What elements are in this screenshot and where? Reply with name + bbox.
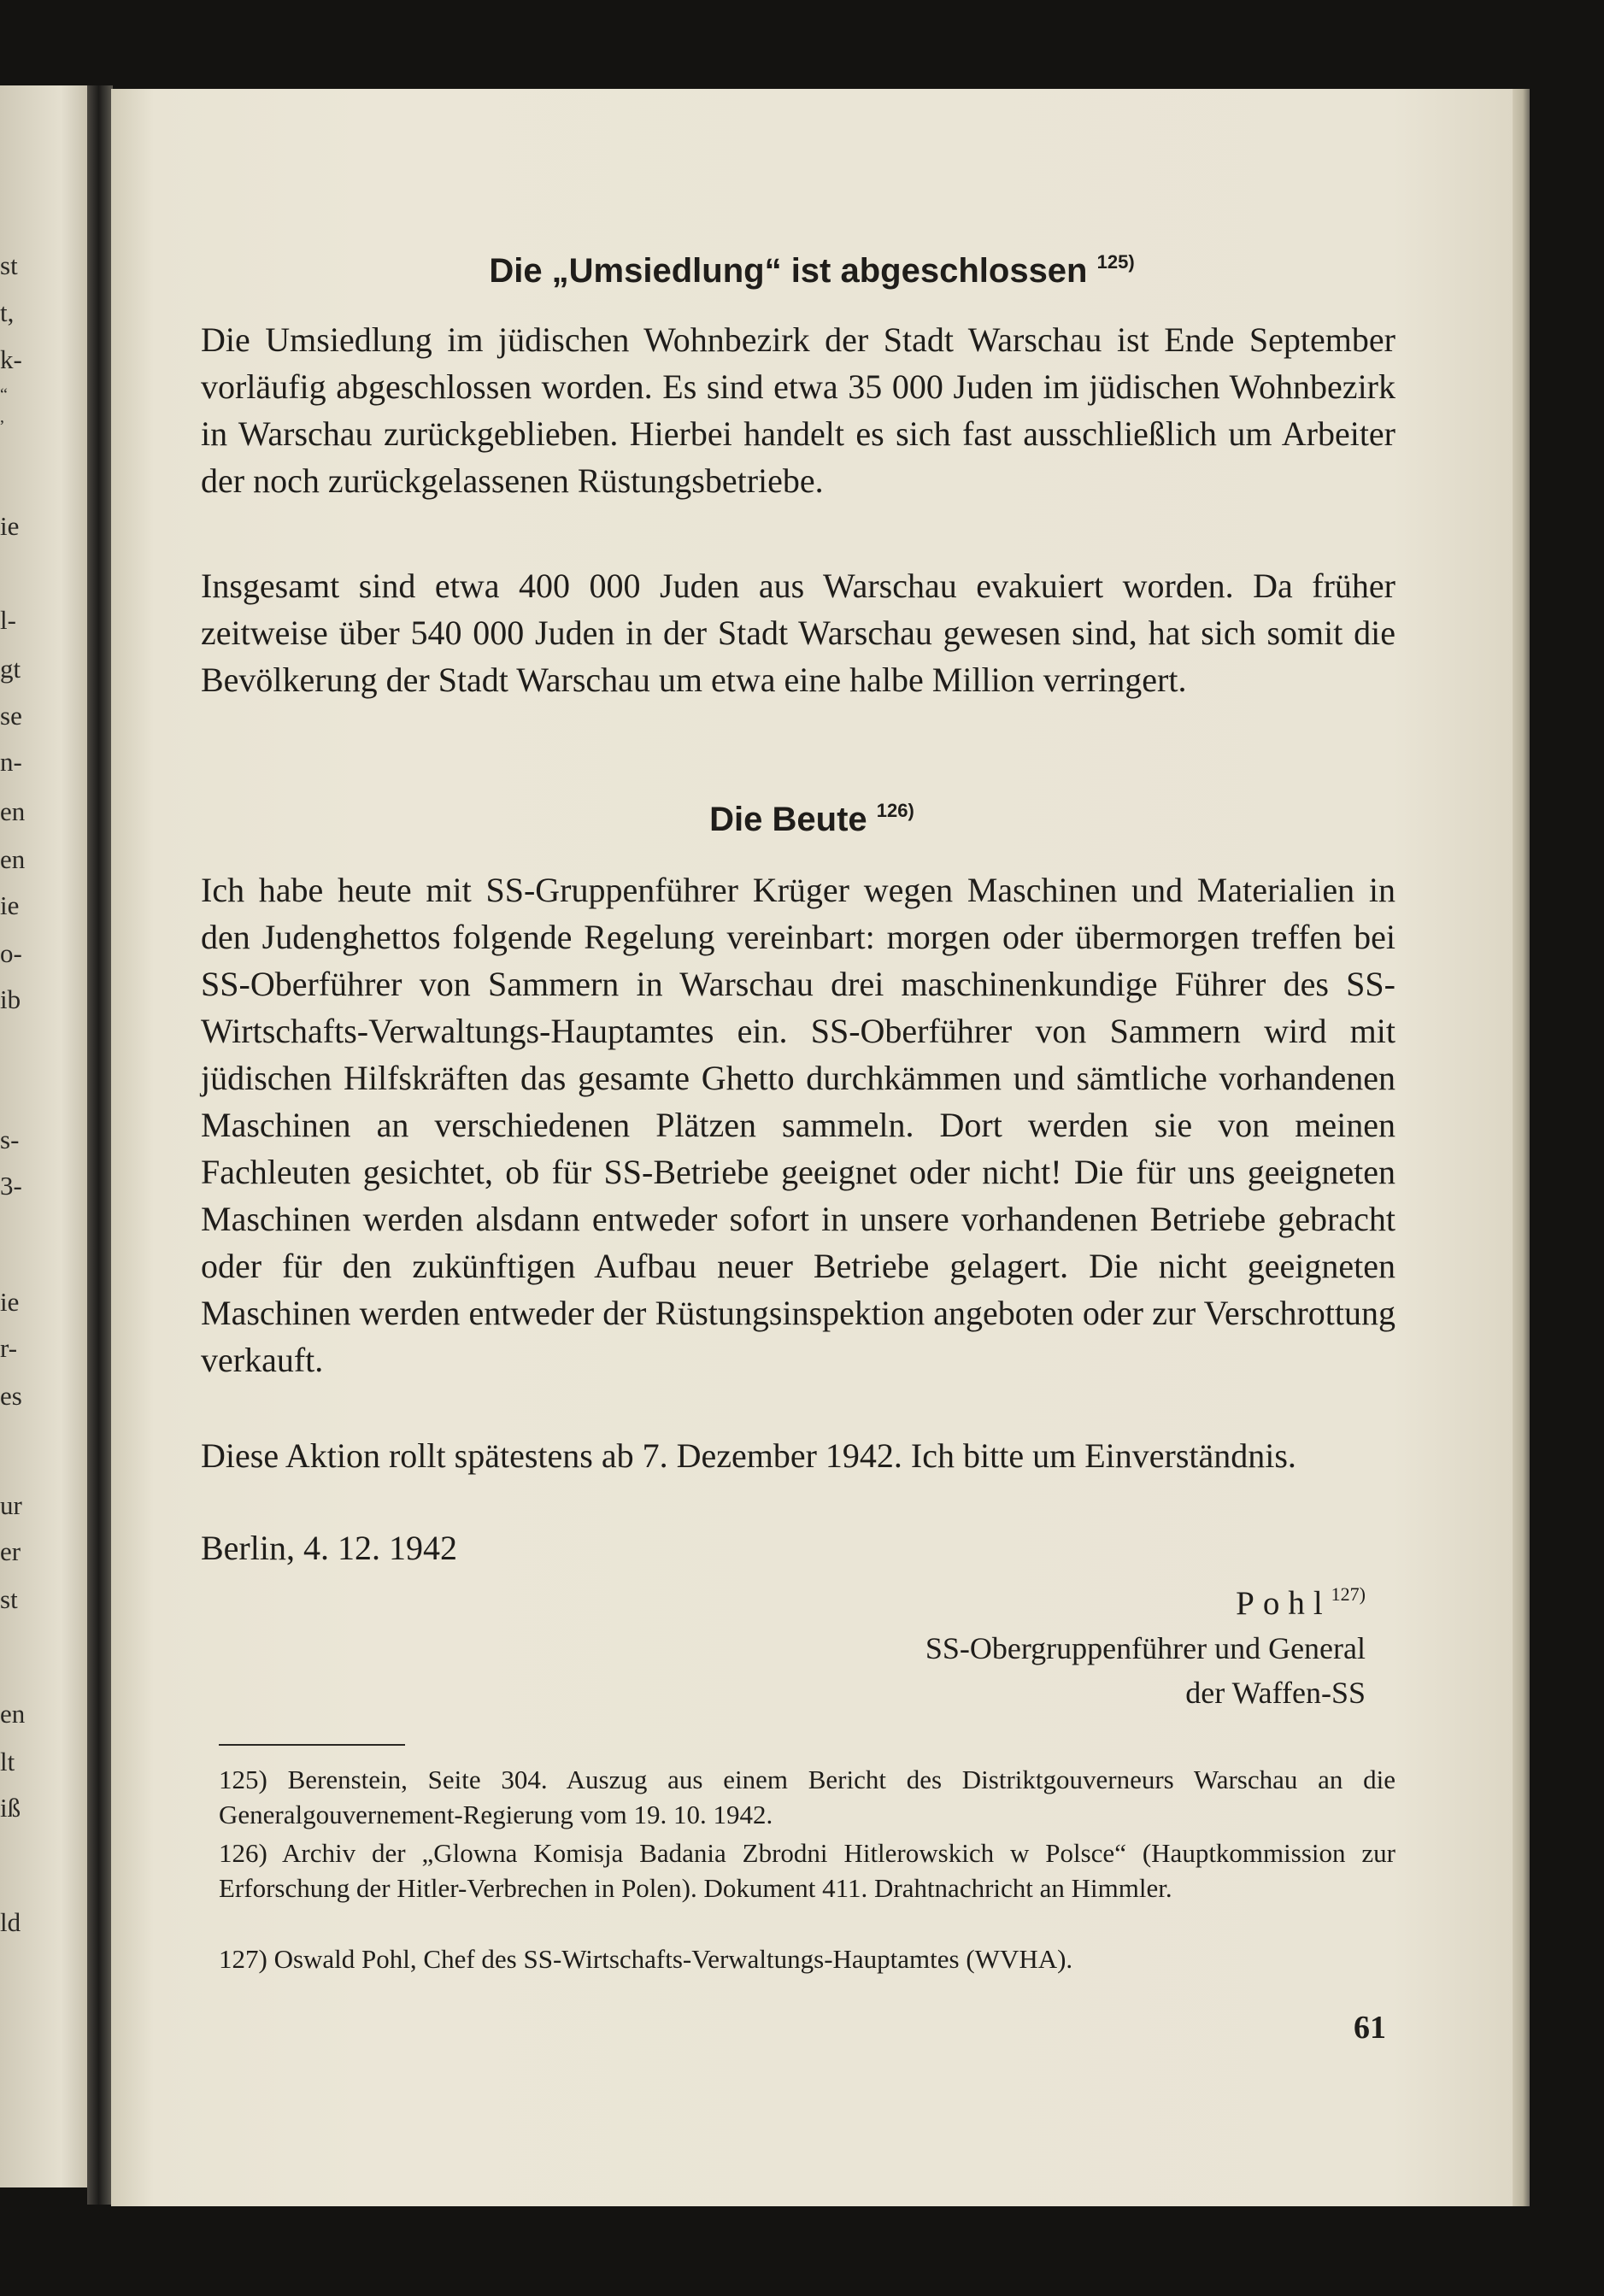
footnote-rule bbox=[219, 1744, 405, 1746]
section-heading-beute bbox=[111, 800, 1513, 839]
margin-fragment: o- bbox=[0, 938, 22, 968]
margin-fragment: 3- bbox=[0, 1171, 22, 1201]
footnote-125: 125) Berenstein, Seite 304. Auszug aus einem Bericht des Distriktgouverneurs Warschau an die Generalgouvernement-Regierung vom 19. 10. 1942. bbox=[219, 1765, 1395, 1829]
page-stack-edge bbox=[1513, 89, 1530, 2206]
heading-text: Die Beute bbox=[709, 801, 867, 838]
book-page bbox=[111, 89, 1513, 2206]
signature-block bbox=[925, 1572, 1366, 1715]
page-content bbox=[111, 89, 1513, 2206]
margin-fragment: “ bbox=[0, 385, 8, 404]
margin-fragment: ld bbox=[0, 1907, 21, 1937]
margin-fragment: ur bbox=[0, 1490, 22, 1520]
signature-title-2: der Waffen-SS bbox=[1185, 1676, 1366, 1710]
margin-fragment: ie bbox=[0, 511, 20, 541]
margin-fragment: st bbox=[0, 250, 18, 280]
section-heading-umsiedlung bbox=[111, 251, 1513, 291]
page-number: 61 bbox=[1354, 2010, 1386, 2046]
margin-fragment: s- bbox=[0, 1125, 20, 1154]
footnote-ref-125: 125) bbox=[1096, 251, 1135, 273]
margin-fragment: lt bbox=[0, 1747, 15, 1776]
margin-fragment: en bbox=[0, 796, 26, 826]
footnote-127: 127) Oswald Pohl, Chef des SS-Wirtschafts-Verwaltungs-Hauptamtes (WVHA). bbox=[219, 1944, 1073, 1974]
paragraph: Diese Aktion rollt spätestens ab 7. Dezember 1942. Ich bitte um Einverständnis. bbox=[201, 1436, 1296, 1475]
margin-fragment: iß bbox=[0, 1793, 21, 1823]
signature-title-1: SS-Obergruppenführer und General bbox=[925, 1631, 1366, 1665]
margin-fragment: gt bbox=[0, 654, 21, 684]
heading-text: Die „Umsiedlung“ ist abgeschlossen bbox=[489, 252, 1088, 290]
margin-fragment: ib bbox=[0, 984, 21, 1014]
book-spine-gutter bbox=[87, 85, 113, 2205]
footnote-ref-126: 126) bbox=[876, 800, 914, 821]
margin-fragment: se bbox=[0, 701, 22, 731]
margin-fragment: n- bbox=[0, 747, 22, 777]
margin-fragment: ie bbox=[0, 890, 20, 920]
dateline: Berlin, 4. 12. 1942 bbox=[201, 1529, 457, 1567]
previous-page-text-fragments bbox=[0, 85, 34, 2187]
paragraph: Ich habe heute mit SS-Gruppenführer Krüger wegen Maschinen und Materialien in den Judenghettos folgende Regelung vereinbart: morgen oder übermorgen treffen bei SS-Oberführer von Sammern in Warschau drei maschinenkundige Führer des SS-Wirtschafts-Verwaltungs-Hauptamtes ein. SS-Oberführer von Sammern wird mit jüdischen Hilfskräften das gesamte Ghetto durchkämmen und sämtliche vorhandenen Maschinen an verschiedenen Plätzen sammeln. Dort werden sie von meinen Fachleuten gesichtet, ob für SS-Betriebe geeignet oder nicht! Die für uns geeigneten Maschinen werden alsdann entweder sofort in unsere vorhandenen Betriebe gebracht oder für den zukünftigen Aufbau neuer Betriebe gelagert. Die nicht geeigneten Maschinen werden entweder der Rüstungsinspektion angeboten oder zur Verschrottung verkauft. bbox=[201, 871, 1395, 1379]
paragraph: Die Umsiedlung im jüdischen Wohnbezirk der Stadt Warschau ist Ende September vorläufig abgeschlossen worden. Es sind etwa 35 000 Juden im jüdischen Wohnbezirk in Warschau zurückgeblieben. Hierbei handelt es sich fast ausschließlich um Arbeiter der noch zurückgelassenen Rüstungsbetriebe. bbox=[201, 320, 1395, 500]
margin-fragment: en bbox=[0, 844, 26, 874]
margin-fragment: t, bbox=[0, 297, 15, 327]
margin-fragment: en bbox=[0, 1699, 26, 1729]
margin-fragment: es bbox=[0, 1381, 22, 1411]
margin-fragment: ie bbox=[0, 1287, 20, 1317]
margin-fragment: k- bbox=[0, 344, 22, 374]
margin-fragment: , bbox=[0, 408, 4, 426]
margin-fragment: l- bbox=[0, 605, 16, 635]
footnote-ref-127: 127) bbox=[1331, 1583, 1366, 1605]
margin-fragment: r- bbox=[0, 1333, 18, 1363]
margin-fragment: er bbox=[0, 1536, 21, 1566]
footnote-126: 126) Archiv der „Glowna Komisja Badania Zbrodni Hitlerowskich w Polsce“ (Hauptkommission zur Erforschung der Hitler-Verbrechen in Polen). Dokument 411. Drahtnachricht an Himmler. bbox=[219, 1838, 1395, 1903]
paragraph: Insgesamt sind etwa 400 000 Juden aus Warschau evakuiert worden. Da früher zeitweise über 540 000 Juden in der Stadt Warschau gewesen sind, hat sich somit die Bevölkerung der Stadt Warschau um etwa eine halbe Million verringert. bbox=[201, 567, 1395, 699]
margin-fragment: st bbox=[0, 1584, 18, 1614]
signature-name-line bbox=[925, 1572, 1366, 1626]
signature-name: Pohl bbox=[1236, 1585, 1331, 1622]
